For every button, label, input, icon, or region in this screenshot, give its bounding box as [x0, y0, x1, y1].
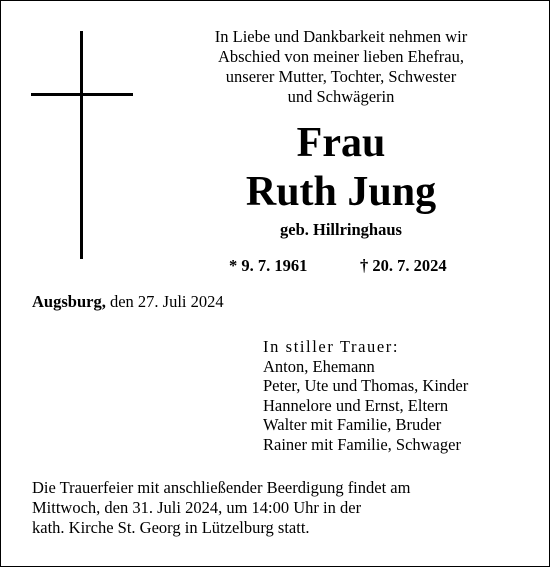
funeral-line: Mittwoch, den 31. Juli 2024, um 14:00 Uhr in der: [32, 498, 362, 517]
intro-line: unserer Mutter, Tochter, Schwester: [225, 67, 457, 86]
intro-line: und Schwägerin: [287, 87, 395, 106]
intro-line: Abschied von meiner lieben Ehefrau,: [217, 47, 465, 66]
intro-line: In Liebe und Dankbarkeit nehmen wir: [214, 27, 468, 46]
mourner-entry: Anton, Ehemann: [263, 356, 375, 376]
mourner-entry: Walter mit Familie, Bruder: [263, 415, 442, 434]
cross-icon: [31, 31, 133, 259]
place-city: Augsburg,: [32, 292, 106, 311]
place-and-date: [32, 292, 224, 312]
deceased-salutation: Frau: [296, 120, 386, 166]
death-date: † 20. 7. 2024: [360, 256, 447, 275]
mourners-heading: In stiller Trauer:: [263, 337, 400, 356]
intro-text: [161, 27, 521, 107]
mourner-entry: Hannelore und Ernst, Eltern: [263, 395, 449, 415]
place-date: den 27. Juli 2024: [109, 292, 224, 311]
mourner-entry: Rainer mit Familie, Schwager: [263, 434, 461, 454]
cross-horizontal-bar: [31, 93, 133, 96]
birth-date: * 9. 7. 1961: [229, 256, 308, 275]
maiden-name: geb. Hillringhaus: [280, 220, 402, 239]
funeral-line: kath. Kirche St. Georg in Lützelburg statt.: [32, 518, 310, 537]
mourner-entry: Peter, Ute und Thomas, Kinder: [263, 376, 469, 395]
funeral-line: Die Trauerfeier mit anschließender Beerdigung findet am: [32, 478, 411, 497]
deceased-name: Ruth Jung: [245, 169, 437, 215]
cross-vertical-bar: [80, 31, 83, 259]
mourners-block: [263, 337, 468, 454]
funeral-details: [32, 478, 410, 538]
